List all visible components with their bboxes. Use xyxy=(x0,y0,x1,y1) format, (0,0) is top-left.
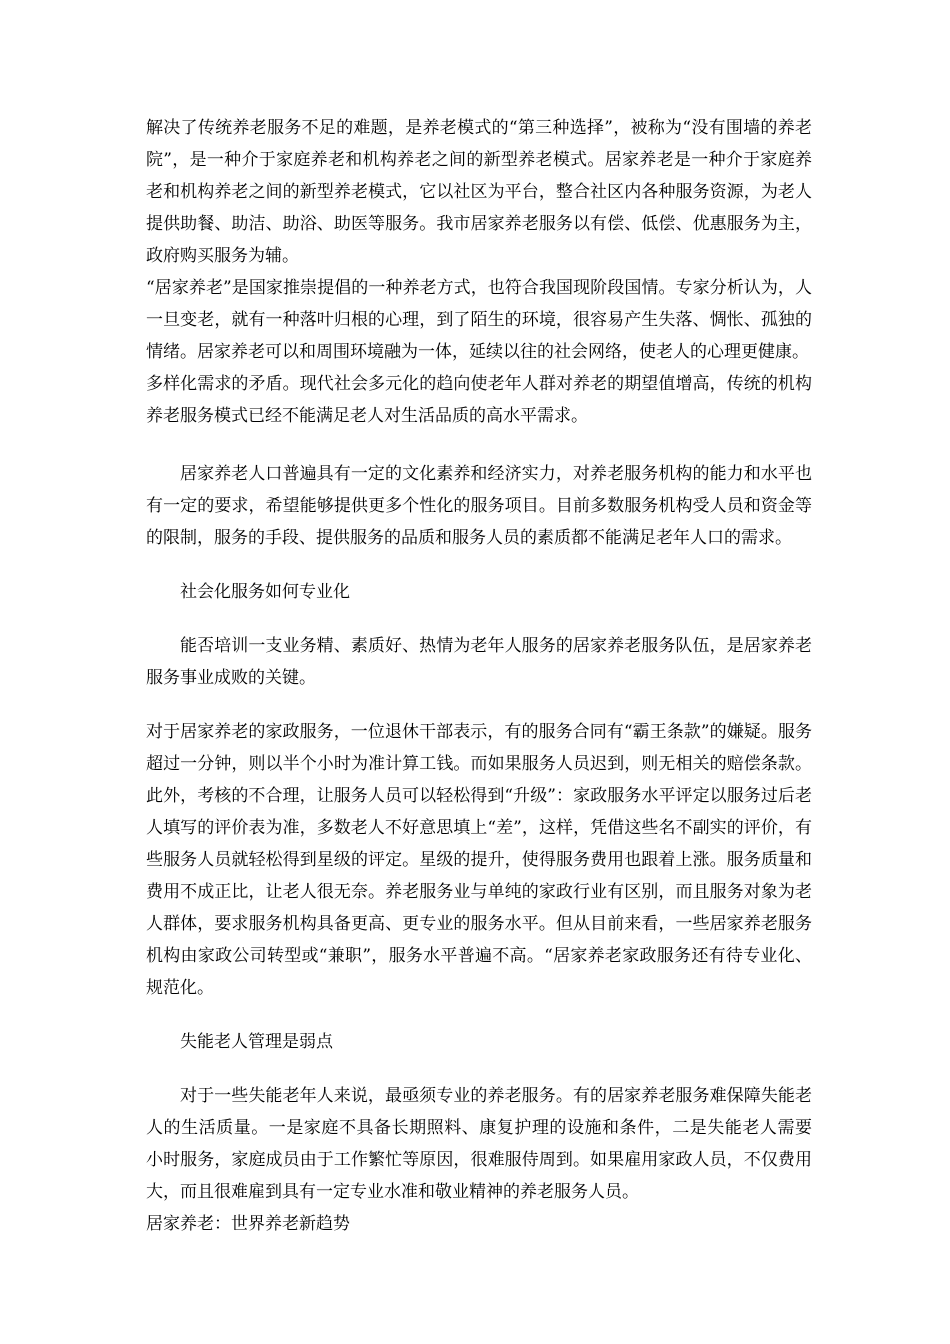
paragraph-diverse-needs: 多样化需求的矛盾。现代社会多元化的趋向使老年人群对养老的期望值增高，传统的机构养老服务模式已经不能满足老人对生活品质的高水平需求。 xyxy=(146,374,812,426)
paragraph-intro: 解决了传统养老服务不足的难题，是养老模式的“第三种选择”，被称为“没有围墙的养老院”，是一种介于家庭养老和机构养老之间的新型养老模式。居家养老是一种介于家庭养老和机构养老之间的新型养老模式，它以社区为平台，整合社区内各种服务资源，为老人提供助餐、助洁、助浴、助医等服务。我市居家养老服务以有偿、低偿、优惠服务为主，政府购买服务为辅。 xyxy=(146,118,812,266)
paragraph-domestic-service: 对于居家养老的家政服务，一位退休干部表示，有的服务合同有“霸王条款”的嫌疑。服务超过一分钟，则以半个小时为准计算工钱。而如果服务人员迟到，则无相关的赔偿条款。此外，考核的不合理，让服务人员可以轻松得到“升级”：家政服务水平评定以服务过后老人填写的评价表为准，多数老人不好意思填上“差”，这样，凭借这些名不副实的评价，有些服务人员就轻松得到星级的评定。星级的提升，使得服务费用也跟着上涨。服务质量和费用不成正比，让老人很无奈。养老服务业与单纯的家政行业有区别，而且服务对象为老人群体，要求服务机构具备更高、更专业的服务水平。但从目前来看，一些居家养老服务机构由家政公司转型或“兼职”，服务水平普遍不高。“居家养老家政服务还有待专业化、规范化。 xyxy=(146,722,812,998)
paragraph-population: 居家养老人口普遍具有一定的文化素养和经济实力，对养老服务机构的能力和水平也有一定的要求，希望能够提供更多个性化的服务项目。目前多数服务机构受人员和资金等的限制，服务的手段、提供服务的品质和服务人员的素质都不能满足老年人口的需求。 xyxy=(146,464,812,548)
section-heading-world-trend: 居家养老：世界养老新趋势 xyxy=(146,1214,350,1234)
document-body xyxy=(146,112,846,1240)
section-heading-professionalization: 社会化服务如何专业化 xyxy=(180,582,350,602)
paragraph-training: 能否培训一支业务精、素质好、热情为老年人服务的居家养老服务队伍，是居家养老服务事业成败的关键。 xyxy=(146,636,812,688)
paragraph-home-care: “居家养老”是国家推崇提倡的一种养老方式，也符合我国现阶段国情。专家分析认为，人一旦变老，就有一种落叶归根的心理，到了陌生的环境，很容易产生失落、惆怅、孤独的情绪。居家养老可以和周围环境融为一体，延续以往的社会网络，使老人的心理更健康。 xyxy=(146,278,812,362)
section-heading-disabled-elderly: 失能老人管理是弱点 xyxy=(180,1032,333,1052)
paragraph-disabled-elderly: 对于一些失能老年人来说，最亟须专业的养老服务。有的居家养老服务难保障失能老人的生活质量。一是家庭不具备长期照料、康复护理的设施和条件，二是失能老人需要 小时服务，家庭成员由于工作繁忙等原因，很难服侍周到。如果雇用家政人员，不仅费用大，而且很难雇到具有一定专业水准和敬业精神的养老服务人员。 xyxy=(146,1086,846,1202)
